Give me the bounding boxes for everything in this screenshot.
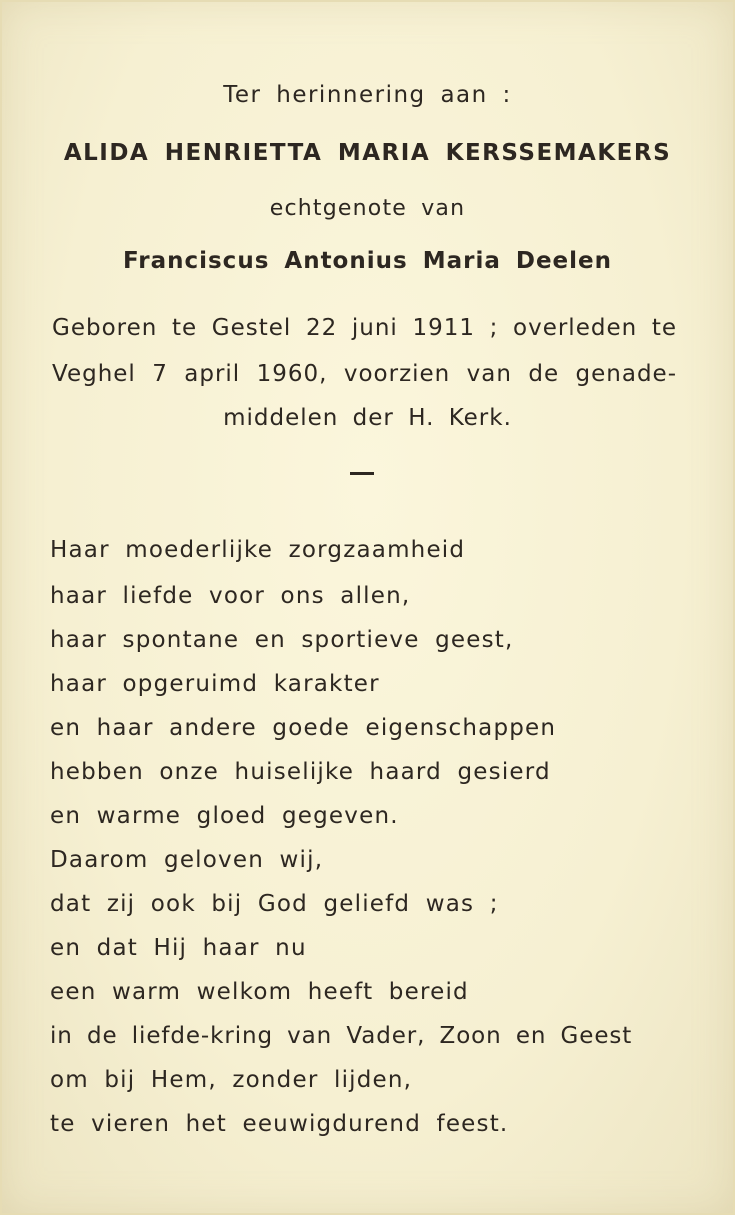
deceased-name: ALIDA HENRIETTA MARIA KERSSEMAKERS: [63, 140, 672, 166]
poem-line: om bij Hem, zonder lijden,: [50, 1067, 413, 1093]
poem-line: hebben onze huiselijke haard gesierd: [50, 759, 551, 785]
birth-death-line-3: middelen der H. Kerk.: [223, 405, 512, 431]
birth-death-line-1: Geboren te Gestel 22 juni 1911 ; overleden te: [52, 315, 677, 341]
intro-text: Ter herinnering aan :: [223, 82, 512, 108]
poem-line: te vieren het eeuwigdurend feest.: [50, 1111, 509, 1137]
separator-dash: [350, 472, 374, 475]
poem-line: Daarom geloven wij,: [50, 847, 324, 873]
poem-line: dat zij ook bij God geliefd was ;: [50, 891, 499, 917]
spouse-name: Franciscus Antonius Maria Deelen: [123, 248, 612, 274]
poem-line: en haar andere goede eigenschappen: [50, 715, 557, 741]
poem-line: haar opgeruimd karakter: [50, 671, 380, 697]
poem-line: en dat Hij haar nu: [50, 935, 307, 961]
poem-line: en warme gloed gegeven.: [50, 803, 399, 829]
poem-line: in de liefde-kring van Vader, Zoon en Geest: [50, 1023, 633, 1049]
spouse-intro-text: echtgenote van: [269, 196, 466, 221]
poem-line: haar liefde voor ons allen,: [50, 583, 411, 609]
birth-death-line-2: Veghel 7 april 1960, voorzien van de genade-: [52, 361, 677, 387]
poem-line: een warm welkom heeft bereid: [50, 979, 469, 1005]
poem-line: haar spontane en sportieve geest,: [50, 627, 514, 653]
poem-line: Haar moederlijke zorgzaamheid: [50, 537, 466, 563]
